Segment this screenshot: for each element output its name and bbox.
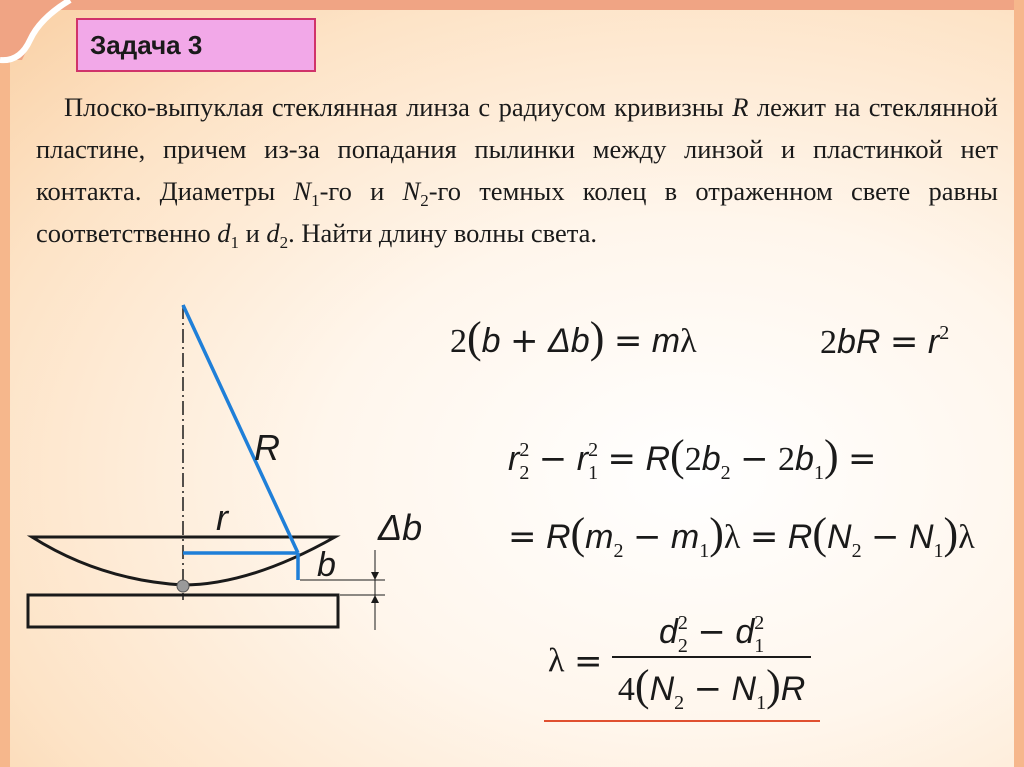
f5-lambda: λ [548,642,565,680]
f1-m: m [651,322,681,360]
f5-d1: d [735,613,755,651]
f1-b: b [481,322,501,360]
problem-title: Задача 3 [76,18,316,72]
f4-eq1: = [508,517,537,557]
f5-four: 4 [617,671,635,708]
problem-var-R: R [732,92,749,122]
formula-path-difference [450,312,697,363]
formula-geometry [820,322,949,362]
frame-top-border [0,0,1024,10]
f1-paren-open: ( [467,313,482,362]
f5-d2: d [658,613,678,651]
formula-ring-difference [508,430,877,484]
f1-lambda: λ [680,323,697,360]
f4-R2: R [787,518,813,556]
f5-R: R [780,670,806,708]
lens-diagram [0,290,460,650]
f5-N1: N [731,670,757,708]
problem-sub-2: 2 [420,191,429,210]
f3-two-b: 2 [778,441,796,478]
f5-d-sub2: 2 [677,635,688,657]
label-r: r [216,497,228,538]
f4-lambda2: λ [958,519,975,556]
f3-eq1: = [607,439,637,479]
f4-eq2: = [749,517,779,557]
f5-paren-close: ) [766,661,781,710]
f4-m-sub2: 2 [613,540,624,562]
f4-paren-open2: ( [812,509,828,558]
f4-paren-close2: ) [943,509,959,558]
problem-text-1: Плоско-выпуклая стеклянная линза с радиусом кривизны [64,92,733,122]
formula-order-difference [508,508,975,562]
f5-d-sup1: 2 [754,612,765,634]
f3-two-a: 2 [684,441,702,478]
f1-paren-close: ) [589,313,605,362]
problem-sub-d2: 2 [279,233,289,252]
f2-r: r [927,323,940,361]
frame-right-border [1014,0,1024,767]
problem-text-5: и [238,218,267,248]
f3-sup1: 2 [588,439,599,461]
f3-b-sub1: 1 [813,462,824,484]
f3-minus2: − [740,439,769,479]
f5-minus-num: − [697,612,726,652]
f5-d-sub1: 1 [754,635,765,657]
problem-text-3: -го и [319,176,403,206]
problem-var-N1: N [293,176,312,206]
label-R: R [254,427,280,468]
f5-N2: N [649,670,675,708]
f4-R1: R [545,518,571,556]
problem-text-6: . Найти длину волны света. [288,218,598,248]
label-b: b [317,546,336,584]
problem-var-d1: d [217,218,231,248]
f4-N2: N [827,518,852,556]
dust-particle [177,580,189,592]
f2-bR: bR [837,323,881,361]
f3-r1: r [576,440,589,478]
f3-b2: b [701,440,721,478]
f4-N1: N [908,518,934,556]
problem-statement [36,86,998,254]
f4-lambda1: λ [723,519,741,556]
corner-decoration-icon [0,0,80,80]
f5-N-sub1: 1 [756,692,767,714]
f3-R: R [645,440,671,478]
f3-sub1: 1 [588,462,599,484]
problem-text-4: -го темных колец в отраженном свете равны соответственно [36,176,998,248]
f5-denominator [612,658,811,714]
f4-minus1: − [632,517,662,557]
f1-eq: = [613,321,643,361]
f4-paren-open1: ( [570,509,586,558]
problem-sub-1: 1 [311,191,320,210]
f4-N-sub2: 2 [851,540,862,562]
f4-m2: m [585,518,614,556]
problem-sub-d1: 1 [230,233,239,252]
f5-fraction [612,612,811,714]
f2-two: 2 [820,324,837,361]
f5-numerator [612,612,811,658]
f1-two: 2 [450,323,467,360]
f5-minus-den: − [693,669,723,709]
f3-b1: b [795,440,814,478]
f3-minus: − [538,439,568,479]
f3-r2: r [508,440,520,478]
f3-paren-open: ( [670,431,685,480]
f4-paren-close1: ) [709,509,724,558]
f5-N-sub2: 2 [674,692,685,714]
f3-sup2: 2 [519,439,530,461]
f4-m-sub1: 1 [699,540,710,562]
f4-m1: m [670,518,700,556]
f3-b-sub2: 2 [720,462,731,484]
f5-eq: = [573,641,603,682]
problem-text-2: лежит на стеклянной пластине, причем из-за попадания пылинки между линзой и пластинкой нет контакта. Диаметры [36,92,998,206]
f3-paren-close: ) [823,431,839,480]
f3-sub2: 2 [519,462,530,484]
f1-db: Δb [547,322,590,360]
f2-eq: = [889,322,919,362]
dim-arrow-up [371,595,379,603]
f4-minus2: − [871,517,900,557]
result-underline [544,720,820,722]
dim-arrow-down [371,572,379,580]
f5-paren-open: ( [634,661,650,710]
f1-plus: + [510,321,539,361]
problem-var-N2: N [402,176,421,206]
f5-d-sup2: 2 [677,612,688,634]
problem-var-d2: d [266,218,280,248]
formula-wavelength-result [548,612,811,714]
f4-N-sub1: 1 [933,540,944,562]
radius-line [183,305,298,553]
label-delta-b: Δb [378,507,423,548]
f3-eq2: = [848,439,877,479]
f2-sup: 2 [939,322,950,344]
